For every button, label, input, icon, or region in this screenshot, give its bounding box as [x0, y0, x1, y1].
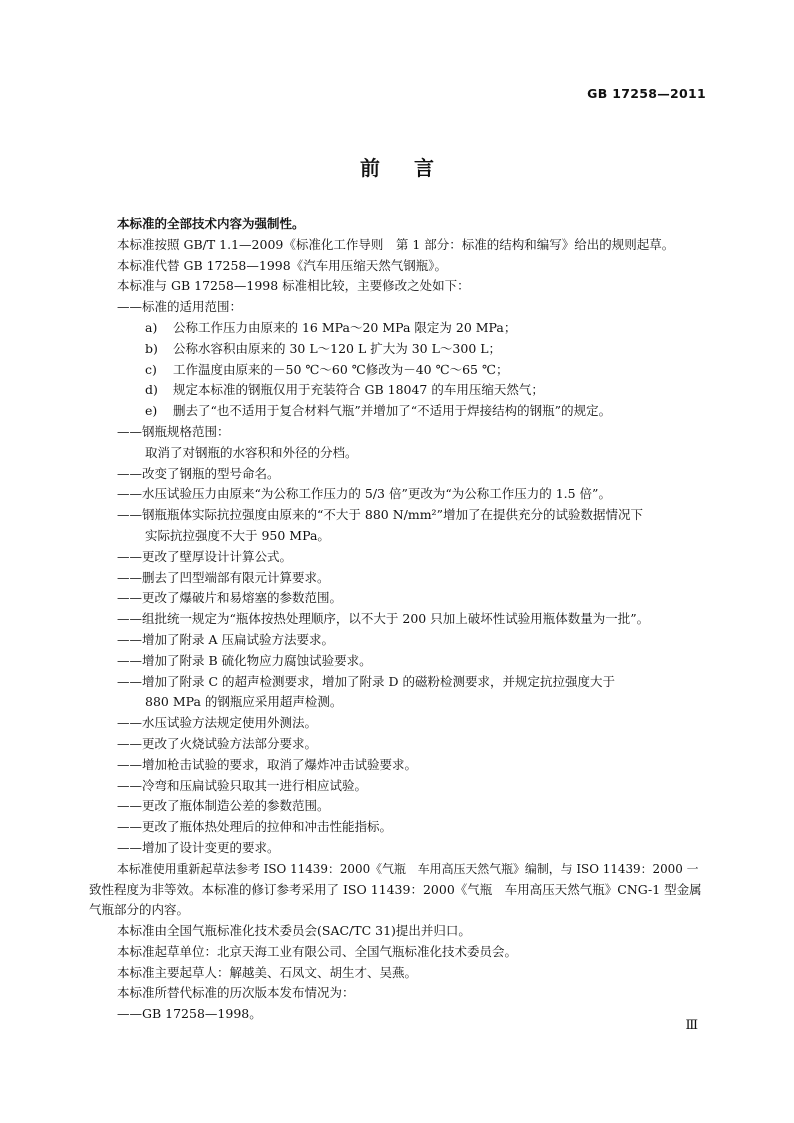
list-item [89, 339, 706, 360]
list-item-text: 公称工作压力由原来的 16 MPa～20 MPa 限定为 20 MPa； [173, 319, 517, 335]
text-line: 本标准的全部技术内容为强制性。 [117, 216, 305, 231]
dash-item: ——水压试验方法规定使用外测法。 [117, 715, 318, 731]
dash-item: ——冷弯和压扁试验只取其一进行相应试验。 [117, 777, 368, 793]
text-line: 本标准代替 GB 17258—1998《汽车用压缩天然气钢瓶》。 [117, 257, 447, 273]
standard-code: GB 17258—2011 [587, 86, 706, 101]
list-item-text: 工作温度由原来的－50 ℃～60 ℃修改为－40 ℃～65 ℃； [173, 361, 509, 377]
dash-item: ——删去了凹型端部有限元计算要求。 [117, 569, 330, 585]
text-line: 本标准使用重新起草法参考 ISO 11439：2000《气瓶 车用高压天然气瓶》编制，与 ISO 11439：2000 一 [117, 861, 699, 876]
text-line: 致性程度为非等效。本标准的修订参考采用了 ISO 11439：2000《气瓶 车用高压天然气瓶》CNG-1 型金属 [89, 881, 702, 897]
page-number: Ⅲ [685, 1018, 698, 1033]
dash-item: ——增加了附录 B 硫化物应力腐蚀试验要求。 [117, 652, 372, 668]
dash-item: ——更改了瓶体热处理后的拉伸和冲击性能指标。 [117, 819, 393, 835]
dash-item: ——增加枪击试验的要求，取消了爆炸冲击试验要求。 [117, 756, 418, 772]
list-item-label: d) [145, 382, 158, 398]
dash-item: ——钢瓶规格范围： [117, 423, 230, 439]
dash-item: ——增加了附录 C 的超声检测要求，增加了附录 D 的磁粉检测要求，并规定抗拉强度大于 [117, 673, 615, 689]
list-item-label: c) [145, 361, 157, 377]
text-line: 气瓶部分的内容。 [89, 902, 190, 918]
text-line: 本标准由全国气瓶标准化技术委员会(SAC/TC 31)提出并归口。 [117, 923, 471, 939]
list-item [89, 318, 706, 339]
dash-item: ——水压试验压力由原来“为公称工作压力的 5/3 倍”更改为“为公称工作压力的 1.5 倍”。 [117, 486, 611, 502]
list-item-text: 公称水容积由原来的 30 L～120 L 扩大为 30 L～300 L； [173, 340, 502, 356]
text-line: 本标准主要起草人：解越美、石凤文、胡生才、吴燕。 [117, 964, 418, 980]
dash-item: ——增加了附录 A 压扁试验方法要求。 [117, 631, 334, 647]
dash-item: ——更改了火烧试验方法部分要求。 [117, 735, 318, 751]
foreword-body [89, 214, 706, 1025]
page-title: 前言 [360, 156, 468, 180]
dash-item: ——更改了瓶体制造公差的参数范围。 [117, 798, 330, 814]
list-item [89, 380, 706, 401]
text-line: 880 MPa 的钢瓶应采用超声检测。 [145, 694, 343, 710]
list-item [89, 401, 706, 422]
text-line: 本标准所替代标准的历次版本发布情况为： [117, 985, 355, 1001]
list-item-text: 规定本标准的钢瓶仅用于充装符合 GB 18047 的车用压缩天然气； [173, 382, 544, 398]
dash-item: ——增加了设计变更的要求。 [117, 839, 280, 855]
text-line: 实际抗拉强度不大于 950 MPa。 [145, 527, 330, 543]
list-item-text: 删去了“也不适用于复合材料气瓶”并增加了“不适用于焊接结构的钢瓶”的规定。 [173, 403, 612, 419]
list-item-label: e) [145, 403, 158, 419]
dash-item: ——更改了壁厚设计计算公式。 [117, 548, 293, 564]
text-line: 本标准起草单位：北京天海工业有限公司、全国气瓶标准化技术委员会。 [117, 943, 518, 959]
dash-item: ——改变了钢瓶的型号命名。 [117, 465, 280, 481]
dash-item: ——更改了爆破片和易熔塞的参数范围。 [117, 590, 343, 606]
list-item [89, 360, 706, 381]
dash-item: ——标准的适用范围： [117, 299, 243, 315]
text-line: 本标准按照 GB/T 1.1—2009《标准化工作导则 第 1 部分：标准的结构和编写》给出的规则起草。 [117, 236, 675, 252]
list-item-label: a) [145, 319, 158, 335]
list-item-label: b) [145, 340, 158, 356]
text-line: 本标准与 GB 17258—1998 标准相比较，主要修改之处如下： [117, 278, 470, 294]
dash-item: ——组批统一规定为“瓶体按热处理顺序，以不大于 200 只加上破坏性试验用瓶体数量为一批”。 [117, 611, 650, 627]
dash-item: ——GB 17258—1998。 [117, 1006, 262, 1022]
dash-item: ——钢瓶瓶体实际抗拉强度由原来的“不大于 880 N/mm²”增加了在提供充分的试验数据情况下 [117, 507, 643, 523]
text-line: 取消了对钢瓶的水容积和外径的分档。 [145, 444, 358, 460]
